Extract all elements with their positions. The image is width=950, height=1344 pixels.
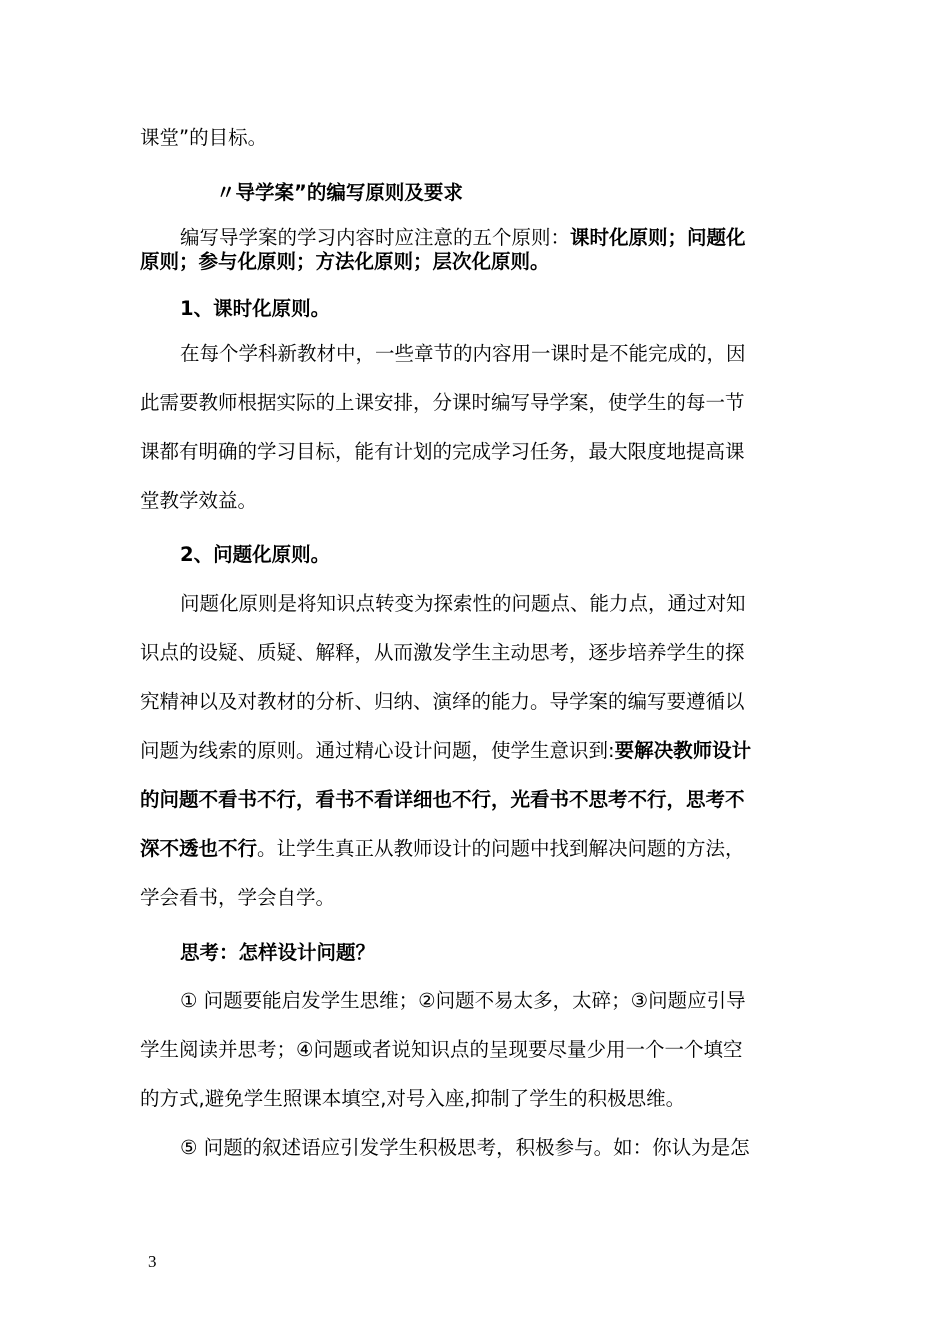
principle1-line-2: 此需要教师根据实际的上课安排，分课时编写导学案，使学生的每一节 xyxy=(140,391,745,414)
intro-tail-line: 课堂”的目标。 xyxy=(140,126,268,149)
principle2-line-4-bold: 要解决教师设计 xyxy=(614,739,752,762)
principle2-line-3: 究精神以及对教材的分析、归纳、演绎的能力。导学案的编写要遵循以 xyxy=(140,690,745,713)
thinking-line-2: 学生阅读并思考；④问题或者说知识点的呈现要尽量少用一个一个填空 xyxy=(140,1038,743,1061)
principle2-line-2: 识点的设疑、质疑、解释，从而激发学生主动思考，逐步培养学生的探 xyxy=(140,641,745,664)
principle1-line-1: 在每个学科新教材中，一些章节的内容用一课时是不能完成的，因 xyxy=(180,342,746,365)
thinking-heading: 思考：怎样设计问题？ xyxy=(180,941,376,964)
principle1-line-3: 课都有明确的学习目标，能有计划的完成学习任务，最大限度地提高课 xyxy=(140,440,745,463)
principle1-line-4: 堂教学效益。 xyxy=(140,489,258,512)
principle2-line-4-text: 问题为线索的原则。通过精心设计问题，使学生意识到: xyxy=(140,739,615,762)
principle2-line-7: 学会看书，学会自学。 xyxy=(140,886,336,909)
section-heading: 〃导学案”的编写原则及要求 xyxy=(216,181,463,204)
thinking-line-3: 的方式,避免学生照课本填空,对号入座,抑制了学生的积极思维。 xyxy=(140,1087,686,1110)
principle2-line-6 xyxy=(140,836,745,862)
intro-para-line-1 xyxy=(180,225,746,251)
principle2-line-6-text: 。让学生真正从教师设计的问题中找到解决问题的方法， xyxy=(257,837,745,860)
intro-para-bold-1: 课时化原则；问题化 xyxy=(570,226,746,249)
intro-para-line-2: 原则；参与化原则；方法化原则；层次化原则。 xyxy=(140,250,550,273)
page-number: 3 xyxy=(148,1252,157,1271)
thinking-line-4: ⑤ 问题的叙述语应引发学生积极思考，积极参与。如：你认为是怎 xyxy=(180,1136,750,1159)
principle2-line-1: 问题化原则是将知识点转变为探索性的问题点、能力点，通过对知 xyxy=(180,592,746,615)
thinking-line-1: ① 问题要能启发学生思维；②问题不易太多，太碎；③问题应引导 xyxy=(180,989,746,1012)
intro-para-text: 编写导学案的学习内容时应注意的五个原则： xyxy=(180,226,571,249)
principle2-heading: 2、问题化原则。 xyxy=(180,543,331,566)
principle1-heading: 1、课时化原则。 xyxy=(180,297,331,320)
principle2-line-4 xyxy=(140,738,751,764)
principle2-line-6-bold: 深不透也不行 xyxy=(140,837,258,860)
principle2-line-5: 的问题不看书不行，看书不看详细也不行，光看书不思考不行，思考不 xyxy=(140,788,745,811)
